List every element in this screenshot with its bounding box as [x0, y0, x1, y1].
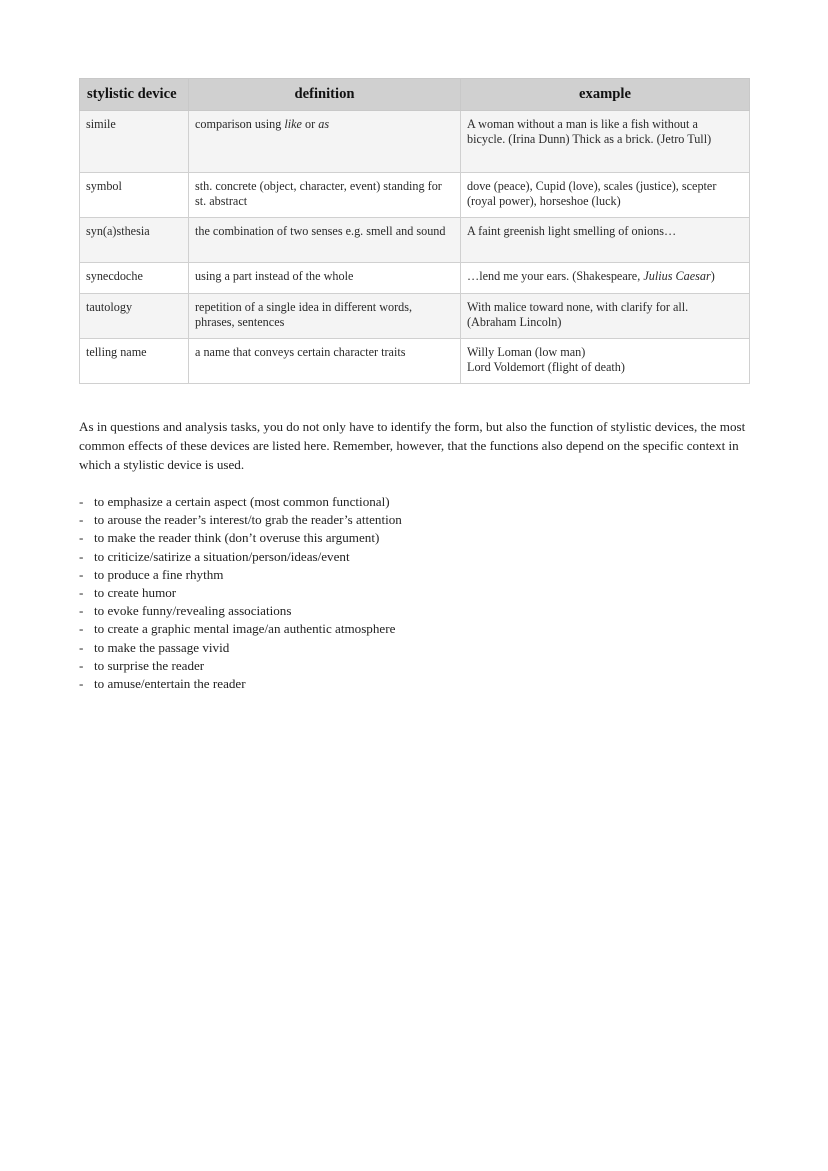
example-text: …lend me your ears. (Shakespeare, — [467, 269, 644, 283]
definition-cell — [189, 173, 461, 218]
device-cell: syn(a)sthesia — [80, 218, 189, 263]
list-item — [79, 602, 749, 620]
definition-cell — [189, 218, 461, 263]
stylistic-devices-table — [79, 78, 750, 384]
list-item — [79, 675, 749, 693]
dash-bullet: - — [79, 512, 84, 528]
example-cell — [461, 173, 750, 218]
list-item — [79, 493, 749, 511]
list-item-text: to emphasize a certain aspect (most common functional) — [94, 494, 390, 509]
table-row — [80, 294, 750, 339]
definition-line: using a part instead of the whole — [195, 269, 354, 283]
functions-list — [79, 493, 749, 693]
document-page — [79, 78, 749, 693]
example-line: A faint greenish light smelling of onions… — [467, 224, 677, 238]
dash-bullet: - — [79, 639, 84, 655]
example-line: Lord Voldemort (flight of death) — [467, 359, 625, 374]
functions-intro-paragraph: As in questions and analysis tasks, you do not only have to identify the form, but also the function of stylistic devices, the most common effects of these devices are listed here. Remember, however, that the functions also depend on the specific context in which a stylistic device is used. — [79, 419, 746, 472]
table-row — [80, 218, 750, 263]
example-line: (Abraham Lincoln) — [467, 314, 562, 329]
table-row — [80, 173, 750, 218]
definition-line: the combination of two senses e.g. smell and sound — [195, 224, 446, 238]
table-row — [80, 339, 750, 384]
example-text: ) — [710, 269, 715, 283]
definition-cell — [189, 111, 461, 173]
list-item-text: to criticize/satirize a situation/person/ideas/event — [94, 548, 350, 564]
list-item-text: to create a graphic mental image/an authentic atmosphere — [94, 621, 396, 637]
list-item — [79, 529, 749, 547]
list-item-text: to surprise the reader — [94, 657, 205, 673]
example-cell — [461, 294, 750, 339]
list-item-text: to make the reader think (don’t overuse this argument) — [94, 530, 380, 546]
header-example: example — [461, 79, 750, 111]
example-cell — [461, 218, 750, 263]
header-definition: definition — [189, 79, 461, 111]
list-item-text: to evoke funny/revealing associations — [94, 603, 292, 619]
dash-bullet: - — [79, 530, 84, 546]
definition-cell — [189, 263, 461, 294]
example-line: (royal power), horseshoe (luck) — [467, 193, 621, 208]
definition-text: or — [301, 117, 319, 131]
example-cell — [461, 263, 750, 294]
device-cell: symbol — [80, 173, 189, 218]
definition-emphasis: like — [284, 117, 302, 131]
example-line: dove (peace), Cupid (love), scales (justice), scepter — [467, 179, 717, 193]
device-cell: tautology — [80, 294, 189, 339]
table-header-row — [80, 79, 750, 111]
list-item — [79, 566, 749, 584]
list-item — [79, 639, 749, 657]
dash-bullet: - — [79, 621, 84, 637]
dash-bullet: - — [79, 566, 84, 582]
device-cell: synecdoche — [80, 263, 189, 294]
list-item — [79, 548, 749, 566]
dash-bullet: - — [79, 548, 84, 564]
definition-line: sth. concrete (object, character, event) standing for — [195, 179, 442, 193]
list-item-text: to amuse/entertain the reader — [94, 676, 246, 692]
dash-bullet: - — [79, 603, 84, 619]
device-cell: telling name — [80, 339, 189, 384]
example-line: With malice toward none, with clarify for all. — [467, 300, 689, 314]
example-cell — [461, 111, 750, 173]
definition-emphasis: as — [318, 117, 330, 131]
list-item-text: to arouse the reader’s interest/to grab the reader’s attention — [94, 512, 402, 528]
example-line: A woman without a man is like a fish without a — [467, 117, 698, 131]
definition-text: comparison using — [195, 117, 285, 131]
example-cell — [461, 339, 750, 384]
list-item-text: to create humor — [94, 585, 177, 601]
list-item-text: to make the passage vivid — [94, 639, 230, 655]
example-emphasis: Julius Caesar — [643, 269, 711, 283]
definition-cell — [189, 339, 461, 384]
definition-line: phrases, sentences — [195, 314, 285, 329]
table-row — [80, 263, 750, 294]
definition-cell — [189, 294, 461, 339]
dash-bullet: - — [79, 494, 84, 509]
device-cell: simile — [80, 111, 189, 173]
list-item — [79, 511, 749, 529]
table-row — [80, 111, 750, 173]
dash-bullet: - — [79, 676, 84, 692]
definition-line: st. abstract — [195, 193, 248, 208]
definition-line: a name that conveys certain character traits — [195, 345, 406, 359]
example-line: bicycle. (Irina Dunn) Thick as a brick. (Jetro Tull) — [467, 131, 712, 146]
list-item-text: to produce a fine rhythm — [94, 566, 224, 582]
example-line: Willy Loman (low man) — [467, 345, 586, 359]
dash-bullet: - — [79, 585, 84, 601]
list-item — [79, 657, 749, 675]
list-item — [79, 584, 749, 602]
definition-line: repetition of a single idea in different words, — [195, 300, 413, 314]
list-item — [79, 620, 749, 638]
dash-bullet: - — [79, 657, 84, 673]
header-stylistic-device: stylistic device — [80, 79, 189, 111]
